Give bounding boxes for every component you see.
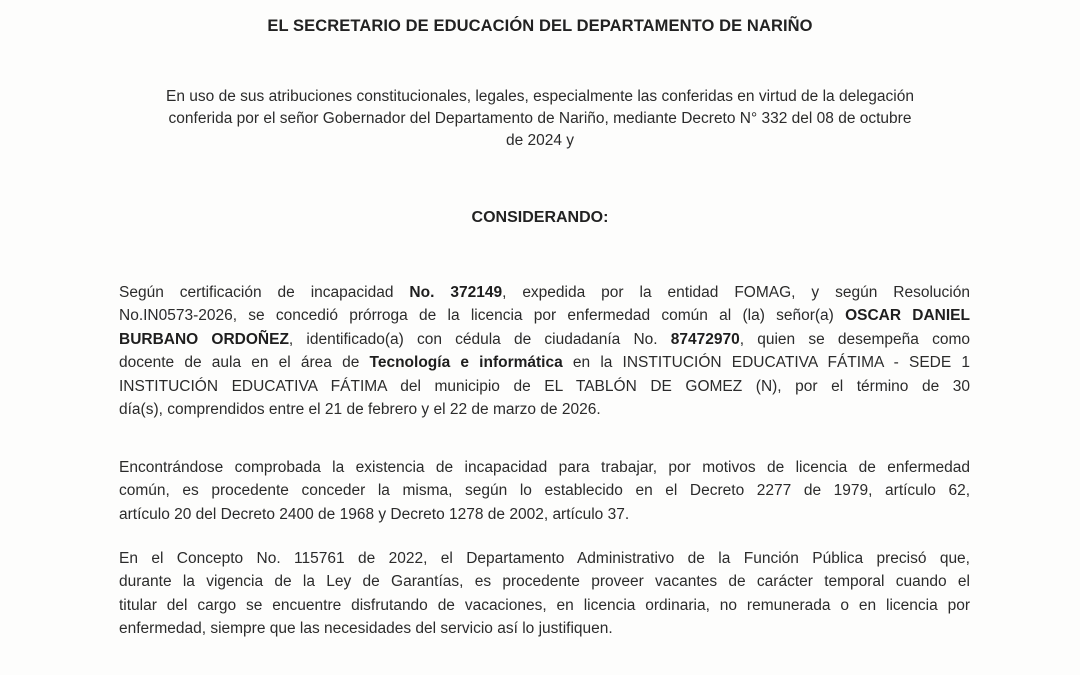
paragraph-legal-basis [119, 456, 970, 526]
paragraph-line: titular del cargo se encuentre disfrutando de vacaciones, en licencia ordinaria, no remunerada o en licencia por [119, 596, 970, 614]
paragraph-line: Encontrándose comprobada la existencia de incapacidad para trabajar, por motivos de licencia de enfermedad [119, 459, 970, 476]
considerando-heading: CONSIDERANDO: [471, 209, 609, 226]
subject-area: Tecnología e informática [369, 354, 563, 372]
document-title: EL SECRETARIO DE EDUCACIÓN DEL DEPARTAMENTO DE NARIÑO [267, 17, 813, 35]
text-segment: docente de aula en el área de [119, 354, 370, 372]
paragraph-line: durante la vigencia de la Ley de Garantías, es procedente proveer vacantes de carácter temporal cuando el [119, 573, 970, 591]
text-segment: No.IN0573-2026, se concedió prórroga de la licencia por enfermedad común al (la) señor(a) [119, 307, 846, 325]
paragraph-line: común, es procedente conceder la misma, según lo establecido en el Decreto 2277 de 1979, artículo 62, [119, 482, 970, 500]
text-segment: en la INSTITUCIÓN EDUCATIVA FÁTIMA - SEDE 1 [562, 354, 970, 372]
text-segment: , expedida por la entidad FOMAG, y según Resolución [502, 284, 970, 301]
paragraph-line [119, 351, 970, 374]
paragraph-incapacity-certification [119, 281, 970, 421]
preamble [120, 86, 960, 152]
text-segment: Según certificación de incapacidad [119, 284, 410, 301]
certificate-number: No. 372149 [409, 284, 503, 301]
person-first-name: OSCAR DANIEL [845, 307, 970, 325]
paragraph-line: En el Concepto No. 115761 de 2022, el Departamento Administrativo de la Función Pública precisó que, [119, 550, 970, 567]
paragraph-line [119, 328, 970, 351]
paragraph-line: día(s), comprendidos entre el 21 de febrero y el 22 de marzo de 2026. [119, 401, 601, 419]
paragraph-line: artículo 20 del Decreto 2400 de 1968 y Decreto 1278 de 2002, artículo 37. [119, 505, 630, 523]
paragraph-line: INSTITUCIÓN EDUCATIVA FÁTIMA del municipio de EL TABLÓN DE GOMEZ (N), por el término de 30 [119, 377, 970, 395]
person-last-name: BURBANO ORDOÑEZ [119, 330, 289, 348]
preamble-line: En uso de sus atribuciones constitucionales, legales, especialmente las conferidas en virtud de la delegación [166, 88, 914, 105]
id-number: 87472970 [670, 330, 740, 348]
preamble-line: conferida por el señor Gobernador del Departamento de Nariño, mediante Decreto N° 332 del 08 de octubre [168, 110, 912, 127]
paragraph-concept [119, 547, 970, 641]
text-segment: , identificado(a) con cédula de ciudadanía No. [288, 330, 671, 348]
preamble-line: de 2024 y [505, 132, 575, 149]
paragraph-line [119, 281, 970, 304]
paragraph-line: enfermedad, siempre que las necesidades del servicio así lo justifiquen. [119, 620, 613, 638]
text-segment: , quien se desempeña como [739, 330, 970, 348]
paragraph-line [119, 304, 970, 327]
